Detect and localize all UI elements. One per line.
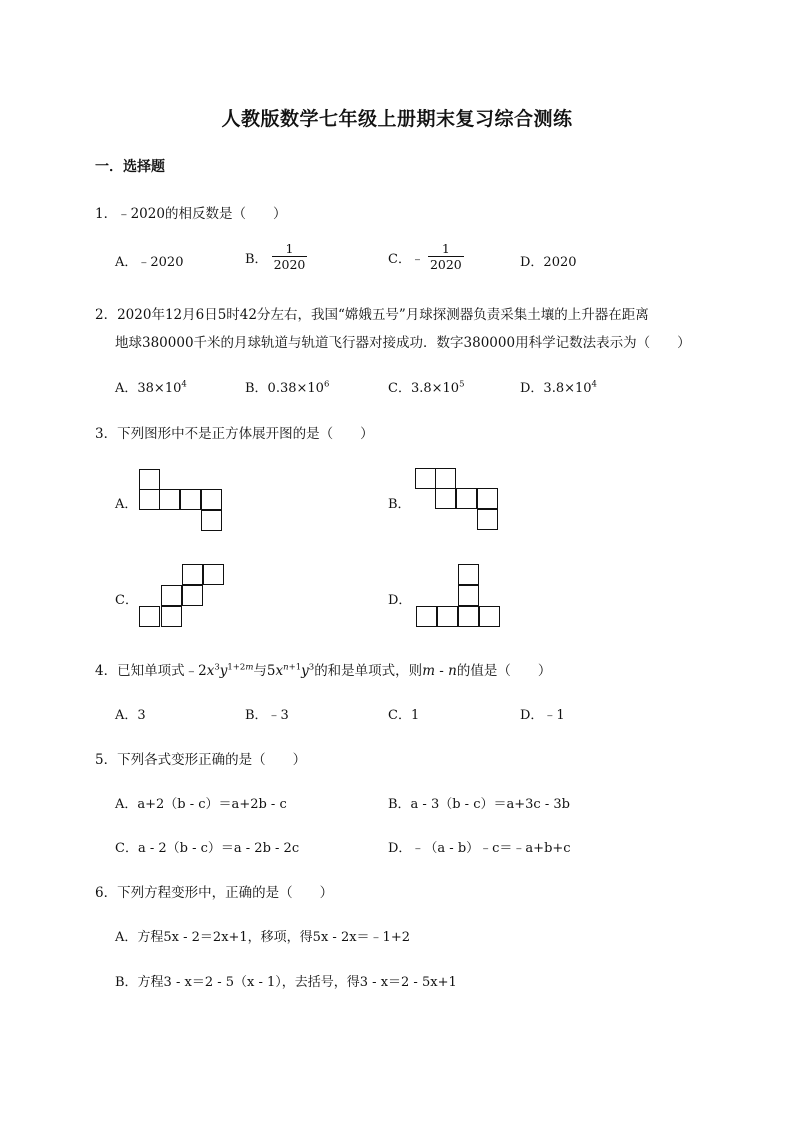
question-1-option-b [245,241,307,273]
question-6-option-a: A．方程5x - 2＝2x+1，移项，得5x - 2x＝﹣1+2 [115,930,410,945]
cube-net-b [415,468,499,531]
net-square [139,489,160,510]
question-4-option-c: C．1 [388,708,420,723]
net-square [182,564,203,585]
net-square [437,606,458,627]
question-5-option-b: B．a - 3（b - c）＝a+3c - 3b [388,797,570,812]
question-2-option-d: D．$3.8\times 10^4$ [520,379,597,396]
question-1-option-d: D．2020 [520,255,577,270]
net-square [201,489,222,510]
question-2-option-a: A．$38\times 10^4$ [115,379,187,396]
net-square [477,509,498,530]
question-6-stem: 6．下列方程变形中，正确的是（ ） [95,885,334,901]
option-c-label: C．﹣ [388,251,424,267]
question-4-option-d: D．﹣1 [520,708,565,723]
question-2-option-b: B．$0.38\times 10^6$ [245,379,330,396]
fraction-numerator: 1 [285,241,294,256]
fraction-numerator: 1 [441,241,450,256]
net-square [458,606,479,627]
question-1-option-c [388,241,464,273]
cube-net-d [416,564,500,627]
question-3-option-b: B． [388,497,411,512]
cube-net-c [139,564,225,627]
question-2-line-1: 2．2020年12月6日5时42分左右，我国“嫦娥五号”月球探测器负责采集土壤的上升器在距离 [95,307,649,323]
net-square [479,606,500,627]
question-2-line-2: 地球380000千米的月球轨道与轨道飞行器对接成功．数字380000用科学记数法表示为（ ） [115,335,691,351]
question-5-stem: 5．下列各式变形正确的是（ ） [95,752,307,768]
question-4-option-a: A．3 [115,708,146,723]
question-5-option-a: A．a+2（b - c）＝a+2b - c [115,797,287,812]
question-1-stem: 1．﹣2020的相反数是（ ） [95,206,287,222]
net-square [161,606,182,627]
net-square [435,468,456,489]
net-square [182,585,203,606]
section-heading: 一．选择题 [95,159,165,175]
net-square [458,585,479,606]
question-1-option-a: A．﹣2020 [115,255,184,270]
page-title: 人教版数学七年级上册期末复习综合测练 [221,108,573,130]
question-6-option-b: B．方程3 - x＝2 - 5（x - 1），去括号，得3 - x＝2 - 5x+1 [115,975,457,990]
question-5-option-c: C．a - 2（b - c）＝a - 2b - 2c [115,841,300,856]
question-2-option-c: C．$3.8\times 10^5$ [388,379,465,396]
fraction-denominator: 2020 [429,257,462,272]
question-3-option-d: D． [388,593,412,608]
net-square [180,489,201,510]
option-c-fraction [428,241,464,273]
net-square [139,606,160,627]
fraction-denominator: 2020 [273,257,306,272]
question-3-stem: 3．下列图形中不是正方体展开图的是（ ） [95,426,374,442]
net-square [201,510,222,531]
net-square [415,468,436,489]
net-square [159,489,180,510]
net-square [458,564,479,585]
net-square [435,488,456,509]
question-4-option-b: B．﹣3 [245,708,289,723]
net-square [477,488,498,509]
net-square [416,606,437,627]
question-3-option-c: C． [115,593,138,608]
cube-net-a [139,469,223,532]
option-b-label: B． [245,251,268,267]
net-square [161,585,182,606]
net-square [203,564,224,585]
question-4-stem: 4．已知单项式$﹣2x^3y^{1+2m}$与$5x^{n+1}y^3$的和是单项式，则m - n的值是（ ） [95,662,552,679]
question-5-option-d: D．﹣（a - b）﹣c＝﹣a+b+c [388,841,571,856]
net-square [456,488,477,509]
question-3-option-a: A． [115,497,138,512]
option-b-fraction [272,241,308,273]
net-square [139,469,160,490]
